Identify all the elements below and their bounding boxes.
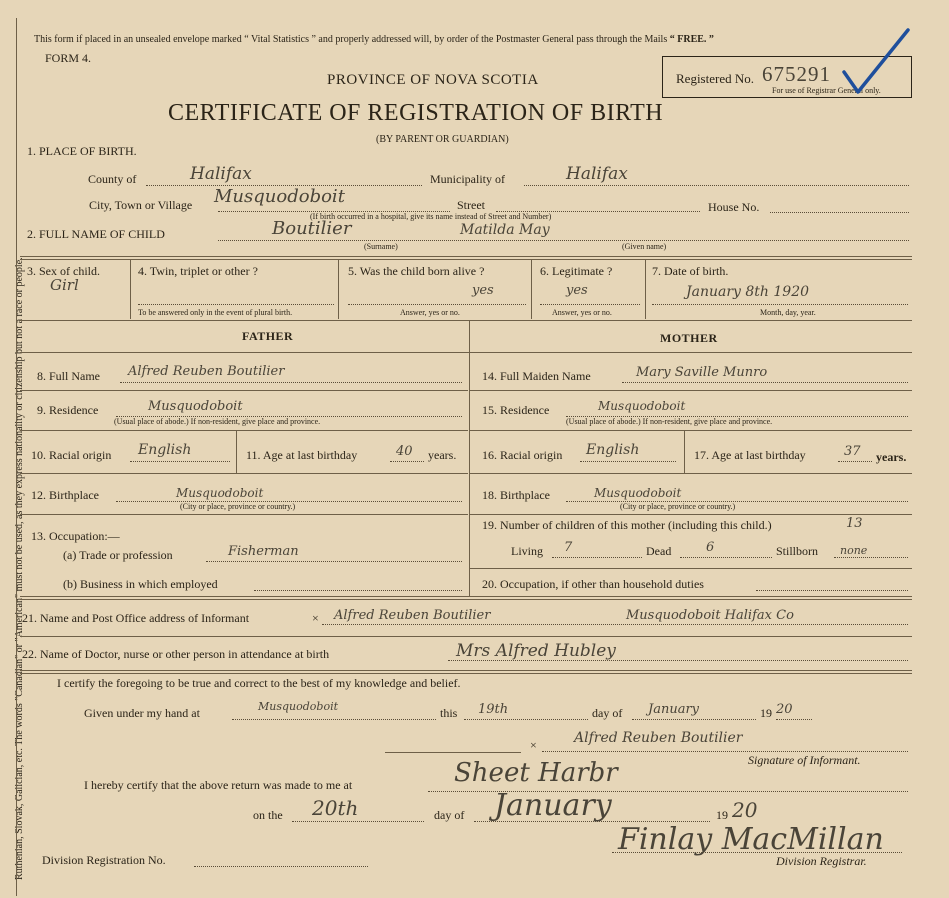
born-alive-value: yes bbox=[472, 283, 494, 298]
living-value: 7 bbox=[564, 540, 573, 555]
signature-of-informant-caption: Signature of Informant. bbox=[748, 753, 861, 767]
father-birthplace-label: 12. Birthplace bbox=[31, 488, 99, 502]
mother-full-name-label: 14. Full Maiden Name bbox=[482, 369, 591, 383]
date-of-birth-value: January 8th 1920 bbox=[686, 284, 810, 300]
informant-signature: Alfred Reuben Boutilier bbox=[574, 730, 743, 746]
registrar-signature: Finlay MacMillan bbox=[618, 822, 884, 857]
father-residence-value: Musquodoboit bbox=[148, 399, 243, 414]
mother-age-value: 37 bbox=[844, 444, 861, 459]
children-value: 13 bbox=[846, 516, 863, 531]
father-birthplace-value: Musquodoboit bbox=[176, 486, 264, 500]
given-day-value: 19th bbox=[478, 702, 509, 717]
registered-no-value: 675291 bbox=[762, 62, 831, 86]
house-no-label: House No. bbox=[708, 200, 760, 214]
mother-birthplace-label: 18. Birthplace bbox=[482, 488, 550, 502]
legitimate-label: 6. Legitimate ? bbox=[540, 264, 613, 278]
hospital-note: (If birth occurred in a hospital, give its name instead of Street and Number) bbox=[310, 212, 552, 221]
year-prefix-label-2: 19 bbox=[716, 808, 728, 822]
mother-full-name-value: Mary Saville Munro bbox=[636, 365, 768, 380]
stillborn-value: none bbox=[840, 544, 868, 557]
surname-note: (Surname) bbox=[364, 242, 398, 251]
informant-label: 21. Name and Post Office address of Informant bbox=[22, 611, 250, 625]
mother-residence-value: Musquodoboit bbox=[598, 399, 686, 413]
informant-address-value: Musquodoboit Halifax Co bbox=[626, 608, 794, 623]
county-label: County of bbox=[88, 172, 137, 186]
on-the-label: on the bbox=[253, 808, 283, 822]
city-value: Musquodoboit bbox=[214, 186, 345, 207]
page-title: CERTIFICATE OF REGISTRATION OF BIRTH bbox=[168, 100, 664, 126]
children-label: 19. Number of children of this mother (including this child.) bbox=[482, 518, 772, 532]
twin-label: 4. Twin, triplet or other ? bbox=[138, 264, 258, 278]
business-label: (b) Business in which employed bbox=[63, 577, 218, 591]
twin-note: To be answered only in the event of plural birth. bbox=[138, 308, 293, 317]
doctor-value: Mrs Alfred Hubley bbox=[456, 641, 616, 661]
father-full-name-value: Alfred Reuben Boutilier bbox=[128, 364, 285, 379]
mother-occupation-label: 20. Occupation, if other than household duties bbox=[482, 577, 704, 591]
municipality-value: Halifax bbox=[566, 164, 628, 184]
father-heading: FATHER bbox=[242, 329, 294, 343]
given-name-value: Matilda May bbox=[460, 222, 550, 238]
father-birthplace-note: (City or place, province or country.) bbox=[180, 502, 296, 511]
this-label: this bbox=[440, 706, 458, 720]
father-full-name-label: 8. Full Name bbox=[37, 369, 100, 383]
county-value: Halifax bbox=[190, 164, 252, 184]
given-under-label: Given under my hand at bbox=[84, 706, 200, 720]
born-alive-label: 5. Was the child born alive ? bbox=[348, 264, 485, 278]
trade-label: (a) Trade or profession bbox=[63, 548, 173, 562]
registrar-use-note: For use of Registrar General only. bbox=[772, 86, 881, 95]
city-label: City, Town or Village bbox=[89, 198, 193, 212]
side-note: Ruthenian, Slovak, Galician, etc. The words "Canadian" or "American" must not be used, as they express nationality or citizenship but not a race or people. bbox=[14, 257, 25, 880]
on-year-value: 20 bbox=[732, 798, 758, 822]
mother-heading: MOTHER bbox=[660, 331, 718, 345]
page-subtitle: (BY PARENT OR GUARDIAN) bbox=[376, 134, 509, 145]
year-prefix-label: 19 bbox=[760, 706, 772, 720]
father-age-value: 40 bbox=[396, 444, 413, 459]
mother-residence-note: (Usual place of abode.) If non-resident, give place and province. bbox=[566, 417, 773, 426]
legitimate-note: Answer, yes or no. bbox=[552, 308, 612, 317]
street-label: Street bbox=[457, 198, 485, 212]
surname-value: Boutilier bbox=[272, 218, 352, 239]
date-note: Month, day, year. bbox=[760, 308, 816, 317]
given-at-value: Musquodoboit bbox=[258, 700, 339, 713]
day-of-label: day of bbox=[592, 706, 623, 720]
mother-birthplace-value: Musquodoboit bbox=[594, 486, 682, 500]
division-registrar-caption: Division Registrar. bbox=[776, 854, 867, 868]
date-of-birth-label: 7. Date of birth. bbox=[652, 264, 729, 278]
trade-value: Fisherman bbox=[228, 544, 299, 559]
father-residence-label: 9. Residence bbox=[37, 403, 99, 417]
returned-at-value: Sheet Harbr bbox=[454, 758, 618, 788]
born-alive-note: Answer, yes or no. bbox=[400, 308, 460, 317]
given-name-note: (Given name) bbox=[622, 242, 667, 251]
stillborn-label: Stillborn bbox=[776, 544, 819, 558]
mother-birthplace-note: (City or place, province or country.) bbox=[620, 502, 736, 511]
mother-age-label: 17. Age at last birthday bbox=[694, 448, 806, 462]
sex-label: 3. Sex of child. bbox=[27, 264, 100, 278]
division-registration-label: Division Registration No. bbox=[42, 853, 166, 867]
dead-value: 6 bbox=[706, 540, 715, 555]
sex-value: Girl bbox=[50, 276, 79, 294]
mother-racial-value: English bbox=[586, 442, 640, 458]
dead-label: Dead bbox=[646, 544, 672, 558]
mother-racial-label: 16. Racial origin bbox=[482, 448, 563, 462]
place-of-birth-label: 1. PLACE OF BIRTH. bbox=[27, 144, 137, 158]
on-day-value: 20th bbox=[312, 796, 359, 820]
on-month-value: January bbox=[494, 788, 612, 823]
certify-statement: I certify the foregoing to be true and correct to the best of my knowledge and belief. bbox=[57, 676, 461, 690]
day-of-label-2: day of bbox=[434, 808, 465, 822]
father-age-label: 11. Age at last birthday bbox=[246, 448, 358, 462]
living-label: Living bbox=[511, 544, 543, 558]
mail-notice: This form if placed in an unsealed envelope marked “ Vital Statistics ” and properly addressed will, by order of the Postmaster General pass through the Mails “ FREE. ” bbox=[34, 34, 714, 45]
occupation-label: 13. Occupation:— bbox=[31, 529, 120, 543]
province-heading: PROVINCE OF NOVA SCOTIA bbox=[327, 72, 539, 88]
birth-certificate: Ruthenian, Slovak, Galician, etc. The words "Canadian" or "American" must not be used, as they express nationality or citizenship but not a race or people. This form if placed in an unsealed envelope marked “ Vital Statistics ” and properly addressed will, by order of the Postmaster General pass through the Mails “ FREE. ” FORM 4. PROVINCE OF NOVA SCOTIA CERTIFICATE OF REGISTRATION OF BIRTH (BY PARENT OR GUARDIAN) Registered No. 675291 For use of Registrar General only. 1. PLACE OF BIRTH. County of Halifax Municipality of Halifax City, Town or Village Musquodoboit Street House No. (If birth occurred in a hospital, give its name instead of Street and Number) 2. FULL NAME OF CHILD Boutilier Matilda May (Surname) (Given name) 3. Sex of child. Girl 4. Twin, triplet or other ? To be answered only in the event of plural birth. 5. Was the child born alive ? yes Answer, yes or no. 6. Legitimate ? yes Answer, yes or no. 7. Date of birth. January 8th 1920 Month, day, year. FATHER MOTHER 8. Full Name Alfred Reuben Boutilier 9. Residence Musquodoboit (Usual place of abode.) If non-resident, give place and province. 10. Racial origin English 11. Age at last birthday 40 years. 12. Birthplace Musquodoboit (City or place, province or country.) 13. Occupation:— (a) Trade or profession Fisherman (b) Business in which employed 14. Full Maiden Name Mary Saville Munro 15. Residence Musquodoboit (Usual place of abode.) If non-resident, give place and province. 16. Racial origin English 17. Age at last birthday 37 years. 18. Birthplace Musquodoboit (City or place, province or country.) 19. Number of children of this mother (including this child.) 13 Living 7 Dead 6 Stillborn none 20. Occupation, if other than household duties 21. Name and Post Office address of Informant × Alfred Reuben Boutilier Musquodoboit Halifax Co 22. Name of Doctor, nurse or other person in attendance at birth Mrs Alfred Hubley I certify the foregoing to be true and correct to the best of my knowledge and belief. Given under my hand at Musquodoboit this 19th day of January 19 20 × Alfred Reuben Boutilier Signature of Informant. I hereby certify that the above return was made to me at Sheet Harbr on the 20th day of January 19 20 Finlay MacMillan Division Registration No. Division Registrar. bbox=[0, 0, 949, 898]
given-year-value: 20 bbox=[776, 702, 793, 717]
mother-years-label: years. bbox=[876, 450, 907, 464]
full-name-child-label: 2. FULL NAME OF CHILD bbox=[27, 227, 165, 241]
legitimate-value: yes bbox=[566, 283, 588, 298]
father-racial-value: English bbox=[138, 442, 192, 458]
mother-residence-label: 15. Residence bbox=[482, 403, 550, 417]
registered-no-label: Registered No. bbox=[676, 71, 754, 86]
check-mark-icon bbox=[838, 26, 912, 98]
given-month-value: January bbox=[648, 702, 700, 717]
municipality-label: Municipality of bbox=[430, 172, 505, 186]
father-racial-label: 10. Racial origin bbox=[31, 448, 112, 462]
doctor-label: 22. Name of Doctor, nurse or other person in attendance at birth bbox=[22, 647, 330, 661]
father-residence-note: (Usual place of abode.) If non-resident, give place and province. bbox=[114, 417, 321, 426]
form-number: FORM 4. bbox=[45, 51, 92, 65]
hereby-label: I hereby certify that the above return was made to me at bbox=[84, 778, 353, 792]
father-years-label: years. bbox=[428, 448, 457, 462]
informant-name-value: Alfred Reuben Boutilier bbox=[334, 608, 491, 623]
